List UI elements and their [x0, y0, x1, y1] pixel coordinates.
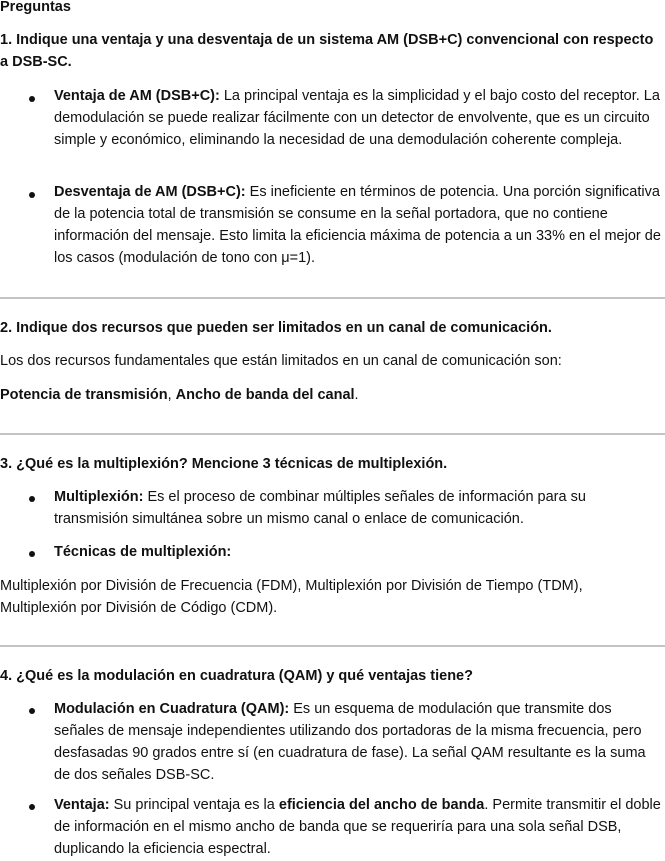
page-title: Preguntas — [0, 0, 71, 15]
q1-ventaja — [54, 85, 662, 151]
bullet-icon — [29, 496, 35, 502]
q2-recurso-2: Ancho de banda del canal — [175, 387, 355, 403]
question-3: 3. ¿Qué es la multiplexión? Mencione 3 técnicas de multiplexión. — [0, 456, 448, 472]
q4-adv-bold: eficiencia del ancho de banda — [278, 797, 485, 813]
q4-def-label: Modulación en Cuadratura (QAM): — [54, 701, 290, 717]
q2-recurso-1: Potencia de transmisión — [0, 387, 168, 403]
q1-desventaja — [54, 181, 662, 269]
q2-period: . — [354, 387, 359, 403]
q4-def-text: Es un esquema de modulación que transmite dos señales de mensaje independientes utilizando dos portadoras de la misma frecuencia, pero desfasadas 90 grados entre sí (en cuadratura de fase). La señal QAM resultante es la suma de dos señales DSB-SC. — [54, 701, 646, 783]
question-4: 4. ¿Qué es la modulación en cuadratura (QAM) y qué ventajas tiene? — [0, 668, 473, 684]
bullet-icon — [29, 708, 35, 714]
question-2: 2. Indique dos recursos que pueden ser limitados en un canal de comunicación. — [0, 320, 552, 336]
q1-desventaja-label: Desventaja de AM (DSB+C): — [54, 184, 246, 200]
q3-def-text: Es el proceso de combinar múltiples señales de información para su transmisión simultánea sobre un mismo canal o enlace de comunicación. — [54, 489, 586, 527]
q1-ventaja-text: La principal ventaja es la simplicidad y el bajo costo del receptor. La demodulación se puede realizar fácilmente con un detector de envolvente, que es un circuito simple y económico, eliminando la necesidad de una demodulación coherente compleja. — [54, 88, 660, 148]
q3-tech-list: Multiplexión por División de Frecuencia (FDM), Multiplexión por División de Tiempo (TDM), Multiplexión por División de Código (CDM). — [0, 578, 583, 616]
q4-adv-text-1: Su principal ventaja es la — [109, 797, 279, 813]
q3-def-label: Multiplexión: — [54, 489, 144, 505]
section-divider — [0, 433, 665, 435]
bullet-icon — [29, 804, 35, 810]
q2-recursos — [0, 384, 662, 406]
q4-advantage — [54, 794, 662, 860]
q2-intro: Los dos recursos fundamentales que están limitados en un canal de comunicación son: — [0, 353, 562, 369]
bullet-icon — [29, 96, 35, 102]
q2-separator: , — [167, 387, 176, 403]
question-1: 1. Indique una ventaja y una desventaja de un sistema AM (DSB+C) convencional con respecto a DSB-SC. — [0, 32, 654, 70]
q4-definition — [54, 698, 662, 786]
q3-tech-label-text: Técnicas de multiplexión: — [54, 544, 232, 560]
q1-ventaja-label: Ventaja de AM (DSB+C): — [54, 88, 220, 104]
section-divider — [0, 297, 665, 299]
q4-adv-text-2: . Permite transmitir el doble de información en el mismo ancho de banda que se requeriría para una sola señal DSB, duplicando la eficiencia espectral. — [54, 797, 661, 857]
q1-desventaja-text: Es ineficiente en términos de potencia. Una porción significativa de la potencia total de transmisión se consume en la señal portadora, que no contiene información del mensaje. Esto limita la eficiencia máxima de potencia a un 33% en el mejor de los casos (modulación de tono con μ=1). — [54, 184, 661, 266]
q3-tech-label — [54, 541, 662, 563]
section-divider — [0, 645, 665, 647]
bullet-icon — [29, 551, 35, 557]
q3-definition — [54, 486, 662, 530]
bullet-icon — [29, 192, 35, 198]
q4-adv-label: Ventaja: — [54, 797, 110, 813]
